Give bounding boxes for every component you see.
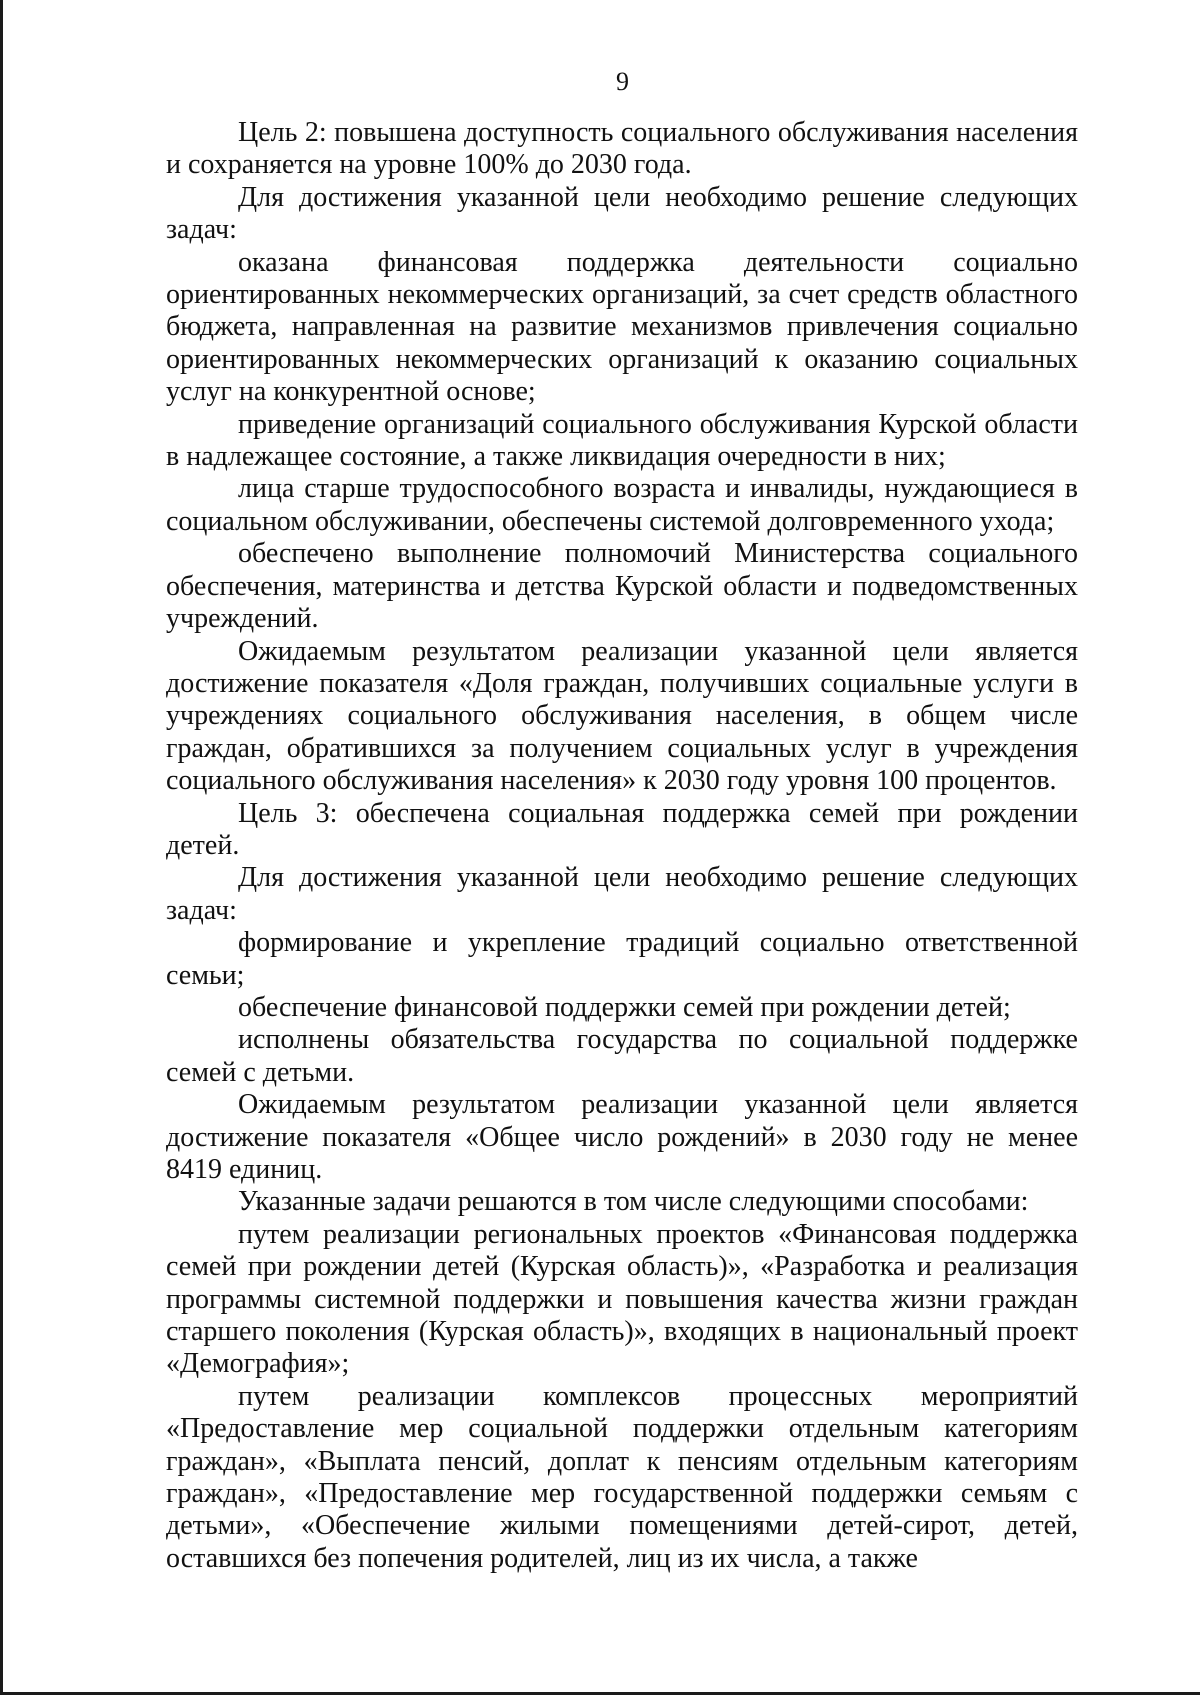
paragraph-method: путем реализации региональных проектов «Финансовая поддержка семей при рождении детей (Курская область)», «Разработка и реализация программы системной поддержки и повышения качества жизни граждан старшего поколения (Курская область)», входящих в национальный проект «Демография»; [166,1218,1078,1380]
paragraph-goal-3: Цель 3: обеспечена социальная поддержка семей при рождении детей. [166,797,1078,861]
paragraph-task: обеспечение финансовой поддержки семей при рождении детей; [238,991,1011,1023]
paragraph-task: оказана финансовая поддержка деятельности социально ориентированных некоммерческих организаций, за счет средств областного бюджета, направленная на развитие механизмов привлечения социально ориентированных некоммерческих организаций к оказанию социальных услуг на конкурентной основе; [166,246,1078,408]
paragraph-goal-2: Цель 2: повышена доступность социального обслуживания населения и сохраняется на уровне 100% до 2030 года. [166,117,1078,181]
paragraph-task: формирование и укрепление традиций социально ответственной семьи; [166,927,1078,991]
paragraph-tasks-intro: Для достижения указанной цели необходимо решение следующих задач: [166,862,1078,926]
body-text [166,117,1078,1575]
paragraph-method: путем реализации комплексов процессных мероприятий «Предоставление мер социальной поддержки отдельным категориям граждан», «Выплата пенсий, доплат к пенсиям отдельным категориям граждан», «Предоставление мер государственной поддержки семьям с детьми», «Обеспечение жилыми помещениями детей-сирот, детей, оставшихся без попечения родителей, лиц из их числа, а также [166,1380,1078,1574]
scan-edge-left [0,0,3,1695]
page-number: 9 [616,67,629,96]
paragraph-tasks-intro: Для достижения указанной цели необходимо решение следующих задач: [166,181,1078,246]
paragraph-task: лица старше трудоспособного возраста и инвалиды, нуждающиеся в социальном обслуживании, обеспечены системой долговременного ухода; [166,473,1078,537]
paragraph-task: приведение организаций социального обслуживания Курской области в надлежащее состояние, а также ликвидация очередности в них; [166,408,1078,473]
paragraph-expected-result: Ожидаемым результатом реализации указанной цели является достижение показателя «Доля граждан, получивших социальные услуги в учреждениях социального обслуживания населения, в общем числе граждан, обратившихся за получением социальных услуг в учреждения социального обслуживания населения» к 2030 году уровня 100 процентов. [166,635,1078,797]
paragraph-expected-result: Ожидаемым результатом реализации указанной цели является достижение показателя «Общее число рождений» в 2030 году не менее 8419 единиц. [166,1089,1078,1185]
paragraph-task: обеспечено выполнение полномочий Министерства социального обеспечения, материнства и детства Курской области и подведомственных учреждений. [166,538,1078,635]
paragraph-methods-intro: Указанные задачи решаются в том числе следующими способами: [238,1186,1029,1218]
paragraph-task: исполнены обязательства государства по социальной поддержке семей с детьми. [166,1024,1078,1088]
